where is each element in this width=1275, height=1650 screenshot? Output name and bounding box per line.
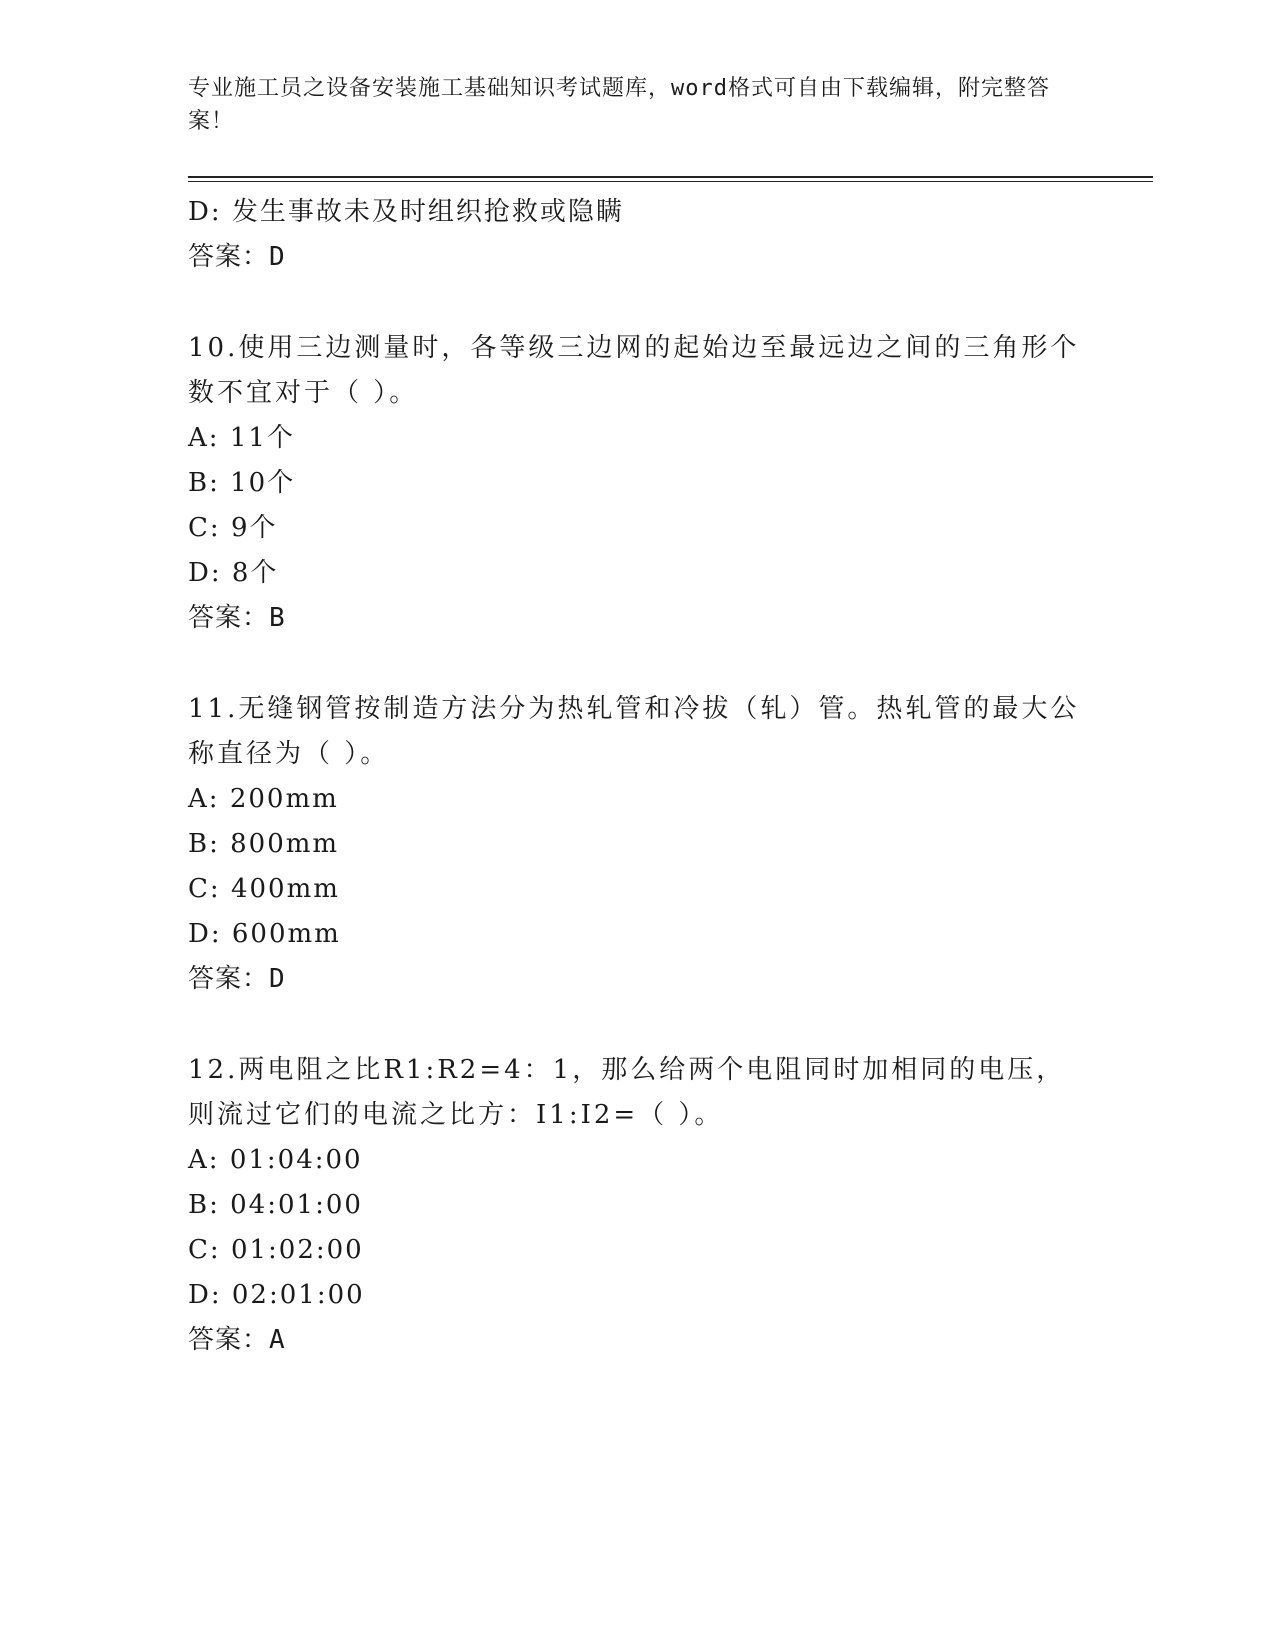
option-b: B: 10个 [188, 468, 296, 498]
option-c: C: 400mm [188, 874, 340, 904]
option-b: B: 800mm [188, 829, 340, 859]
option-b: B: 04:01:00 [188, 1190, 363, 1220]
answer-label: 答案： [188, 242, 270, 272]
question-stem: 11.无缝钢管按制造方法分为热轧管和冷拔（轧）管。热轧管的最大公称直径为（ ）。 [188, 694, 1080, 769]
answer-line [188, 235, 1153, 280]
option-text: 发生事故未及时组织抢救或隐瞒 [231, 197, 624, 227]
option-a: A: 11个 [188, 423, 295, 453]
answer-value: D [269, 964, 286, 994]
answer-label: 答案： [188, 964, 270, 994]
header-divider [188, 176, 1153, 182]
option-letter: D [188, 197, 211, 227]
option-d: D: 发生事故未及时组织抢救或隐瞒 [188, 197, 624, 227]
answer-line [188, 1318, 1153, 1363]
option-d: D: 8个 [188, 558, 279, 588]
question-12 [188, 1048, 1153, 1363]
question-stem: 10.使用三边测量时，各等级三边网的起始边至最远边之间的三角形个数不宜对于（ ）。 [188, 333, 1080, 408]
partial-question [188, 190, 1153, 280]
answer-label: 答案： [188, 603, 270, 633]
option-d: D: 600mm [188, 919, 341, 949]
page-header: 专业施工员之设备安装施工基础知识考试题库，word格式可自由下载编辑，附完整答案！ [188, 76, 1050, 134]
option-a: A: 200mm [188, 784, 339, 814]
answer-value: A [269, 1325, 286, 1355]
option-a: A: 01:04:00 [188, 1145, 363, 1175]
question-10 [188, 326, 1153, 641]
answer-label: 答案： [188, 1325, 270, 1355]
answer-line [188, 596, 1153, 641]
answer-value: D [269, 242, 286, 272]
question-11 [188, 687, 1153, 1002]
answer-value: B [269, 603, 286, 633]
question-stem: 12.两电阻之比R1:R2=4：1，那么给两个电阻同时加相同的电压，则流过它们的电流之比方：I1:I2=（ ）。 [188, 1055, 1066, 1130]
option-c: C: 01:02:00 [188, 1235, 364, 1265]
answer-line [188, 957, 1153, 1002]
option-d: D: 02:01:00 [188, 1280, 365, 1310]
option-c: C: 9个 [188, 513, 278, 543]
document-page [188, 72, 1153, 1363]
